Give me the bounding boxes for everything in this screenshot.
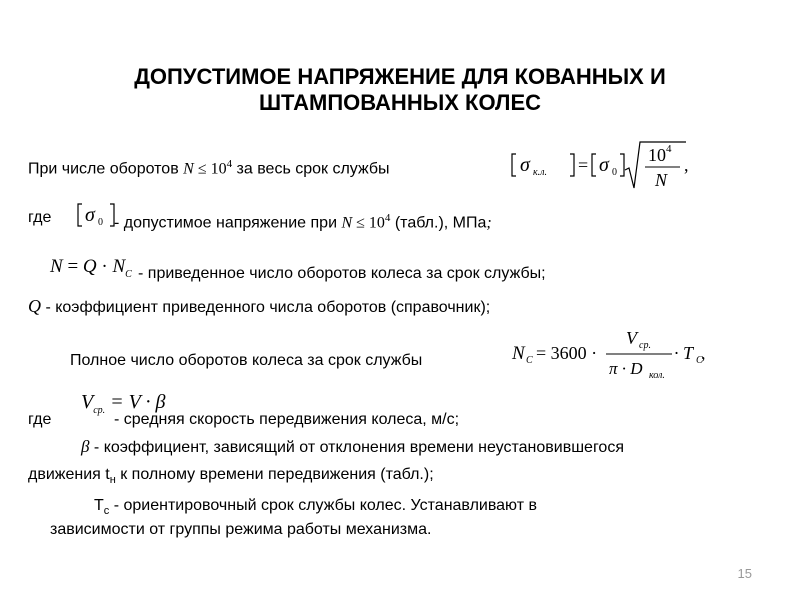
condition-operator: ≤ 10 bbox=[193, 160, 227, 178]
sigma0-description bbox=[114, 208, 492, 233]
condition-line bbox=[28, 154, 390, 179]
formula-reduced-revolutions bbox=[50, 256, 132, 280]
equals-sign: = bbox=[578, 155, 589, 175]
beta-symbol: β bbox=[81, 437, 90, 456]
where-sigma0-label: где bbox=[28, 209, 52, 226]
sigma0-symbol-svg bbox=[72, 198, 118, 230]
constant-3600: = 3600 · bbox=[536, 343, 598, 363]
v-avg-symbol: V bbox=[81, 391, 94, 413]
sigma-symbol: σ bbox=[520, 154, 530, 176]
q-coefficient-line bbox=[28, 296, 490, 318]
condition-exponent: 4 bbox=[226, 158, 233, 170]
beta-coefficient-line bbox=[81, 437, 624, 458]
v-avg-subscript: ср. bbox=[93, 405, 106, 416]
semicolon: ; bbox=[486, 214, 492, 232]
formula-allowable-stress bbox=[508, 140, 708, 198]
condition-exponent-2: 4 bbox=[384, 212, 391, 224]
v-numerator: V bbox=[626, 328, 637, 348]
tc-subscript: C bbox=[696, 355, 703, 366]
n-symbol: N bbox=[50, 256, 63, 277]
n-variable: N bbox=[183, 160, 194, 178]
sigma-zero-subscript: 0 bbox=[612, 167, 617, 178]
nc-subscript: C bbox=[125, 268, 132, 280]
sigma-zero-symbol: σ bbox=[599, 154, 609, 176]
condition-operator-2: ≤ 10 bbox=[352, 214, 385, 232]
fraction-numerator: 10 bbox=[648, 145, 666, 165]
page-number: 15 bbox=[737, 566, 752, 581]
numerator-exponent: 4 bbox=[666, 143, 672, 155]
fraction-denominator: N bbox=[655, 170, 668, 190]
formula-allowable-stress-svg bbox=[508, 140, 708, 198]
total-revolutions-label: Полное число оборотов колеса за срок службы bbox=[70, 352, 423, 369]
equals-sign-2: = bbox=[62, 256, 83, 277]
formula2-comma: , bbox=[701, 343, 706, 363]
d-subscript: кол. bbox=[649, 370, 665, 381]
v-numerator-subscript: ср. bbox=[639, 340, 651, 351]
pi-d-denominator: π · D bbox=[609, 359, 643, 378]
motion-time-prefix: движения t bbox=[28, 466, 110, 483]
motion-time-suffix: к полному времени передвижения (табл.); bbox=[115, 466, 434, 483]
page-title-line-1: ДОПУСТИМОЕ НАПРЯЖЕНИЕ ДЛЯ КОВАННЫХ И bbox=[134, 64, 666, 89]
q-variable: Q bbox=[28, 296, 41, 316]
q-description: - коэффициент приведенного числа оборотов (справочник); bbox=[41, 299, 491, 316]
nc-lhs-subscript: C bbox=[526, 355, 533, 366]
service-life-description-cont: зависимости от группы режима работы механизма. bbox=[50, 521, 432, 538]
motion-time-subscript: н bbox=[109, 474, 116, 487]
tc-text-subscript: с bbox=[103, 505, 110, 518]
sigma0-symbol-block bbox=[72, 198, 118, 230]
where-v-label: где bbox=[28, 411, 52, 428]
sigma0-symbol: σ bbox=[85, 204, 95, 226]
sigma0-desc-text: - допустимое напряжение при bbox=[114, 214, 342, 232]
nc-lhs-symbol: N bbox=[512, 343, 525, 364]
service-life-line bbox=[94, 496, 537, 521]
formula-comma: , bbox=[684, 155, 689, 175]
condition-prefix: При числе оборотов bbox=[28, 160, 184, 178]
n-variable-2: N bbox=[341, 214, 353, 232]
v-times-beta: = V · β bbox=[105, 391, 166, 413]
tc-symbol: · T bbox=[674, 343, 694, 363]
motion-time-line bbox=[28, 465, 434, 490]
tc-text-symbol: Т bbox=[94, 497, 104, 514]
sigma0-subscript: 0 bbox=[98, 217, 103, 228]
formula-total-revolutions bbox=[510, 324, 710, 384]
condition-suffix: за весь срок службы bbox=[232, 160, 390, 178]
nc-symbol: N bbox=[112, 256, 126, 277]
formula-total-revolutions-svg bbox=[510, 324, 710, 384]
average-speed-description: - средняя скорость передвижения колеса, м/с; bbox=[114, 411, 460, 428]
sigma0-desc-tail: (табл.), МПа bbox=[390, 214, 487, 232]
page-title-line-2: ШТАМПОВАННЫХ КОЛЕС bbox=[258, 90, 542, 115]
reduced-revolutions-description: - приведенное число оборотов колеса за срок службы; bbox=[138, 265, 546, 282]
sigma-kl-subscript: к.л. bbox=[533, 167, 548, 178]
q-symbol: Q bbox=[82, 256, 97, 277]
beta-description: - коэффициент, зависящий от отклонения времени неустановившегося bbox=[89, 439, 624, 456]
service-life-description: - ориентировочный срок службы колес. Устанавливают в bbox=[109, 497, 537, 514]
dot-operator: · bbox=[96, 256, 113, 277]
